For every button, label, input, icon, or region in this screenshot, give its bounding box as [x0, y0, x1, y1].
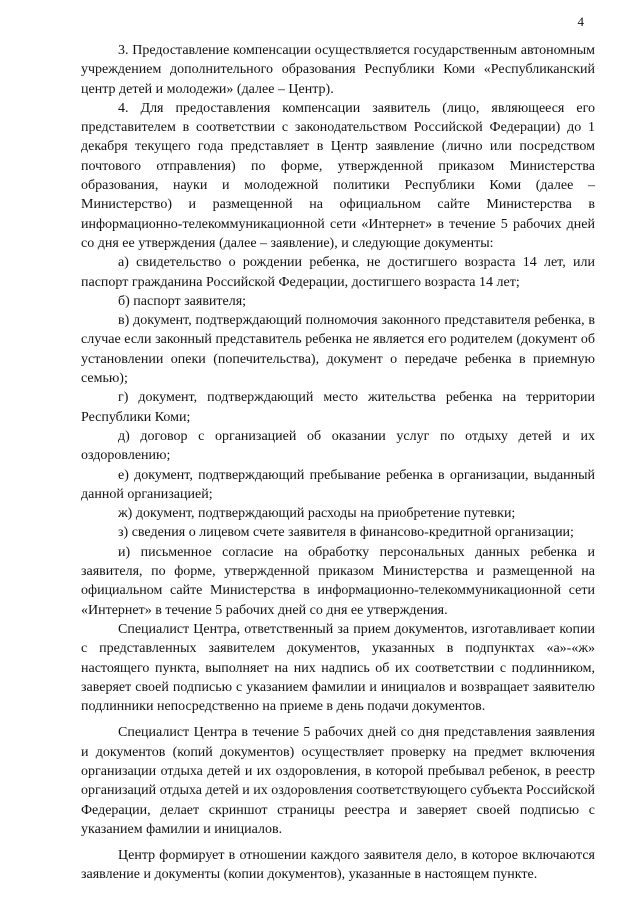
specialist-copies-paragraph: Специалист Центра, ответственный за прием документов, изготавливает копии с представленных заявителем документов, указанных в подпунктах «а»-«ж» настоящего пункта, выполняет на них надпись об их соответствии с подлинником, заверяет своей подписью с указанием фамилии и инициалов и возвращает заявителю подлинники непосредственно на приеме в день подачи документов. — [81, 621, 595, 715]
subitem-e: е) документ, подтверждающий пребывание ребенка в организации, выданный данной организацией; — [81, 467, 595, 502]
subitem-a: а) свидетельство о рождении ребенка, не достигшего возраста 14 лет, или паспорт гражданина Российской Федерации, достигшего возраста 14 лет; — [81, 255, 595, 290]
subitem-z: з) сведения о лицевом счете заявителя в финансово-кредитной организации; — [118, 525, 574, 541]
specialist-verification-paragraph: Специалист Центра в течение 5 рабочих дней со дня представления заявления и документов (копий документов) осуществляет проверку на предмет включения организации отдыха детей и их оздоровления, в которой пребывал ребенок, в реестр организаций отдыха детей и их оздоровления соответствующего субъекта Российской Федерации, делает скриншот страницы реестра и заверяет своей подписью с указанием фамилии и инициалов. — [81, 725, 595, 837]
paragraph-item-4: 4. Для предоставления компенсации заявитель (лицо, являющееся его представителем в соответствии с законодательством Российской Федерации) до 1 декабря текущего года представляет в Центр заявление (лично или посредством почтового отправления) по форме, утвержденной приказом Министерства образования, науки и молодежной политики Республики Коми (далее – Министерство) и размещенной на официальном сайте Министерства в информационно-телекоммуникационной сети «Интернет» в течение 5 рабочих дней со дня ее утверждения (далее – заявление), и следующие документы: — [81, 100, 595, 251]
document-body — [81, 41, 595, 885]
subitem-v: в) документ, подтверждающий полномочия законного представителя ребенка, в случае если законный представитель ребенка не является его родителем (документ об установлении опеки (попечительства), документ о передаче ребенка в приемную семью); — [81, 313, 595, 387]
subitem-d: д) договор с организацией об оказании услуг по отдыху детей и их оздоровлению; — [81, 428, 595, 464]
center-case-file-paragraph: Центр формирует в отношении каждого заявителя дело, в которое включаются заявление и документы (копии документов), указанные в настоящем пункте. — [81, 848, 595, 883]
subitem-zh: ж) документ, подтверждающий расходы на приобретение путевки; — [118, 506, 516, 522]
page-number: 4 — [577, 14, 584, 29]
paragraph-item-3: 3. Предоставление компенсации осуществляется государственным автономным учреждением дополнительного образования Республики Коми «Республиканский центр детей и молодежи» (далее – Центр). — [81, 43, 595, 97]
subitem-b: б) паспорт заявителя; — [118, 293, 247, 309]
subitem-i: и) письменное согласие на обработку персональных данных ребенка и заявителя, по форме, утвержденной приказом Министерства и размещенной на официальном сайте Министерства в информационно-телекоммуникационной сети «Интернет» в течение 5 рабочих дней со дня ее утверждения. — [81, 544, 595, 618]
subitem-g: г) документ, подтверждающий место жительства ребенка на территории Республики Коми; — [81, 390, 595, 425]
